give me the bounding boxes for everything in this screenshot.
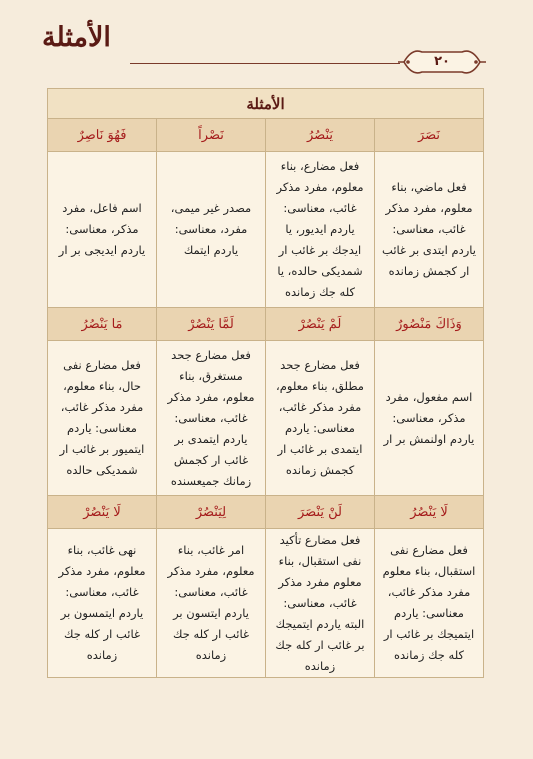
- table-head-cell: لَمَّا يَنْصُرْ: [157, 308, 266, 341]
- table-cell: فعل مضارع جحد مستغرق، بناء معلوم، مفرد مذکر غائب، معناسی: یاردم ایتمدی بر غائب ار کجمش زمانك جمیعسنده: [157, 341, 266, 496]
- table-cell: فعل مضارع تأکید نفی استقبال، بناء معلوم مفرد مذکر غائب، معناسی: البته یاردم ایتمیجك بر غائب ار کله جك زمانده: [266, 529, 375, 678]
- page-number: ٢٠: [434, 54, 450, 69]
- table-title: الأمثلة: [48, 89, 484, 119]
- table-cell: امر غائب، بناء معلوم، مفرد مذکر غائب، معناسی: یاردم ایتسون بر غائب ار کله جك زمانده: [157, 529, 266, 678]
- table-head-cell: مَا يَنْصُرُ: [48, 308, 157, 341]
- table-cell: نهی غائب، بناء معلوم، مفرد مذکر غائب، معناسی: یاردم ایتمسون بر غائب ار کله جك زمانده: [48, 529, 157, 678]
- table-head-cell: لَا يَنْصُرْ: [48, 496, 157, 529]
- table-row: [48, 152, 484, 308]
- table-title-row: [48, 89, 484, 119]
- table-cell: فعل مضارع جحد مطلق، بناء معلوم، مفرد مذکر غائب، معناسی: یاردم ایتمدی بر غائب ار کجمش زمانده: [266, 341, 375, 496]
- table-head-cell: يَنْصُرُ: [266, 119, 375, 152]
- table-head-cell: فَهُوَ نَاصِرٌ: [48, 119, 157, 152]
- table-head-row: [48, 308, 484, 341]
- table-head-cell: لَنْ يَنْصَرَ: [266, 496, 375, 529]
- table-cell: فعل مضارع، بناء معلوم، مفرد مذکر غائب، معناسی: یاردم ایدیور، یا ایدجك بر غائب ار شمدیکی حالده، یا کله جك زمانده: [266, 152, 375, 308]
- table-cell: مصدر غیر میمی، مفرد، معناسی: یاردم ایتمك: [157, 152, 266, 308]
- table-head-cell: نَصْراً: [157, 119, 266, 152]
- table-head-cell: وَذَاكَ مَنْصُورٌ: [375, 308, 484, 341]
- table-head-row: [48, 496, 484, 529]
- table-head-cell: لَا يَنْصُرُ: [375, 496, 484, 529]
- examples-table-container: [47, 88, 484, 678]
- header-rule: [130, 63, 400, 64]
- table-cell: فعل ماضي، بناء معلوم، مفرد مذكر غائب، معناسی: یاردم ایتدی بر غائب ار کجمش زمانده: [375, 152, 484, 308]
- table-row: [48, 341, 484, 496]
- table-head-cell: لِيَنْصُرْ: [157, 496, 266, 529]
- page-header-title: الأمثلة: [42, 22, 111, 53]
- table-cell: اسم مفعول، مفرد مذكر، معناسی: یاردم اولنمش بر ار: [375, 341, 484, 496]
- table-cell: فعل مضارع نفی حال، بناء معلوم، مفرد مذکر غائب، معناسی: یاردم ایتمیور بر غائب ار شمدیکی حالده: [48, 341, 157, 496]
- table-head-cell: نَصَرَ: [375, 119, 484, 152]
- table-head-row: [48, 119, 484, 152]
- table-cell: اسم فاعل، مفرد مذكر، معناسی: یاردم ایدیجی بر ار: [48, 152, 157, 308]
- table-head-cell: لَمْ يَنْصُرْ: [266, 308, 375, 341]
- table-cell: فعل مضارع نفی استقبال، بناء معلوم مفرد مذکر غائب، معناسی: یاردم ایتمیجك بر غائب ار کله جك زمانده: [375, 529, 484, 678]
- examples-table: [47, 88, 484, 678]
- table-row: [48, 529, 484, 678]
